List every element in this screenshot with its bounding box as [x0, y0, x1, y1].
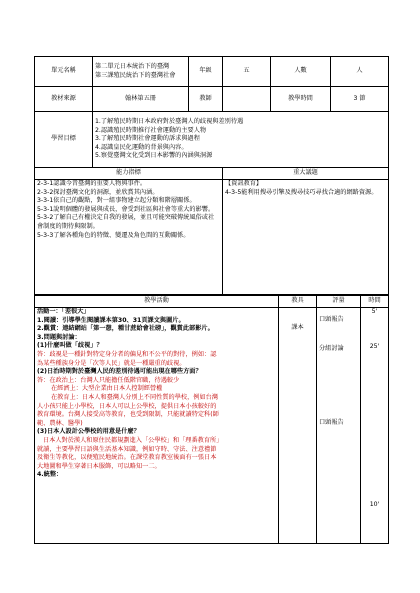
question: (1)什麼叫做「歧視」？ [37, 342, 103, 350]
answer-line: 就讀，主要學習日語與生活基本知識，例如守時、守法、注意禮節 [37, 445, 217, 453]
count-label: 人數 [271, 57, 331, 87]
time-label: 教學時間 [271, 87, 331, 112]
ability-item: 2-3-1認識今昔臺灣的重要人物與事件。 [37, 180, 147, 187]
activity-step: 4.統整： [37, 471, 63, 479]
activity-step: 2.觀賞：連結網站「第一憩，種甘蔗給會社磅」，觀賞此部影片。 [37, 325, 214, 333]
unit-label: 單元名稱 [35, 57, 93, 87]
goal-item: 4.認識皇民化運動的背景與內容。 [95, 143, 188, 151]
issue-title: 【資訊教育】 [225, 180, 263, 187]
answer-line: 範、農林、醫學) [37, 419, 83, 427]
count-unit: 人 [331, 57, 389, 87]
activity-step: 3.問題與討論： [37, 333, 81, 341]
col-activity: 教學活動 [35, 296, 279, 308]
answer-line: 為某些種族身分是「次等人民」就是一種嚴重的歧視。 [37, 359, 186, 367]
time-value: 3 節 [331, 87, 389, 112]
material-value: 翰林第五冊 [93, 87, 189, 112]
col-time: 時間 [361, 296, 389, 308]
teacher-value [223, 87, 271, 112]
ability-item: 2-3-2探討臺灣文化的洞源，並欣賞其內涵。 [37, 188, 159, 196]
issue-text: 4-3-5能利用搜尋引擎及搜尋技巧尋找合適的網路資源。 [225, 188, 378, 196]
goals-list [93, 112, 389, 168]
grade-label: 年級 [189, 57, 223, 87]
goal-item: 2.認識殖民時期推行社會運動的主要人物 [95, 126, 207, 134]
eval-item: 口頭報告 [319, 316, 344, 323]
activity-title: 活動一：「差很大」 [37, 308, 90, 315]
time-item: 5' [371, 308, 378, 315]
col-eval: 評量 [317, 296, 361, 308]
ability-item: 3-3-1依自己的觀點，對一組事物建立起分類和階層關係。 [37, 197, 196, 205]
question: (2)日治時期對於臺灣人民的差別待遇可能出現在哪些方面？ [37, 368, 202, 376]
answer-line: 在教育上：日本人和臺灣人分別上不同性質的學校，例如台灣 [51, 393, 219, 401]
answer-line: 答：在政治上：台灣人只能擔任低階官職，待遇較少 [37, 376, 180, 384]
col-tools: 教具 [279, 296, 317, 308]
answer-line: 人小孩只能上小學校，日本人可以上公學校，提供日本小孩較好的 [37, 402, 217, 410]
activity-content [35, 308, 279, 544]
answer-line: 大地圖和學生穿著日本服飾，可以略知一二。 [37, 462, 161, 470]
issues-cell [223, 180, 389, 295]
tools-cell [279, 308, 317, 544]
goals-label: 學習目標 [35, 112, 93, 168]
time-item: 25' [369, 342, 380, 350]
answer-line: 答：歧視是一種針對特定身分者的偏見和不公平的對待，例如：認 [37, 350, 217, 358]
ability-list [35, 180, 223, 295]
goal-item: 1.了解殖民時期日本政府對於臺灣人的歧視與差別待遇 [95, 118, 244, 126]
tools-value: 課本 [291, 324, 304, 331]
eval-cell [317, 308, 361, 544]
goal-item: 3.了解殖民時期社會運動的訴求與過程 [95, 135, 200, 143]
ability-header: 能力指標 [35, 168, 223, 180]
time-cell [361, 308, 389, 544]
answer-line: 在經濟上：大型企業由日本人控制經營權 [51, 385, 163, 393]
activity-step: 1.閱讀：引導學生閱讀課本第30、31頁課文與圖片。 [37, 316, 185, 324]
ability-item: 5-3-2了解自己有權決定自我的發展，並且可能突破傳統風俗或社會制度的期待與限制。 [37, 214, 215, 230]
eval-item: 分組討論 [319, 344, 344, 352]
material-label: 教材來源 [35, 87, 93, 112]
ability-item: 5-3-1說明個體的發展與成長，會受到社區與社會等重大的影響。 [37, 205, 215, 213]
unit-name-cell [93, 57, 189, 87]
ability-item: 5-3-3了解各種角色的特徵、變遷及角色間的互動關係。 [37, 231, 190, 239]
issues-header: 重大議題 [223, 168, 389, 180]
eval-item: 口頭報告 [319, 419, 344, 427]
teacher-label: 教師 [189, 87, 223, 112]
answer-line: 教育環境。台灣人接受高等教育，也受到限制，只能就讀特定科(師 [37, 411, 219, 419]
unit-name-line-1: 第二單元日本統治下的臺灣 [95, 62, 170, 70]
activity-table [34, 295, 389, 544]
grade-value: 五 [223, 57, 271, 87]
answer-line: 日本人對於漢人和原住民都規劃進入「公學校」和「理番教育所」 [43, 436, 223, 444]
answer-line: 及衛生等教化，以便殖民地統治。在課堂教育教室後面有一張日本 [37, 454, 217, 462]
goal-item: 5.察覺臺灣文化受到日本影響的內涵與洞源 [95, 152, 213, 160]
time-item: 10' [369, 501, 380, 509]
unit-name-line-2: 第三課殖民統治下的臺灣社會 [95, 71, 176, 79]
lesson-info-table [34, 56, 389, 295]
question: (3)日本人設計公學校的用意是什麼？ [37, 428, 140, 436]
